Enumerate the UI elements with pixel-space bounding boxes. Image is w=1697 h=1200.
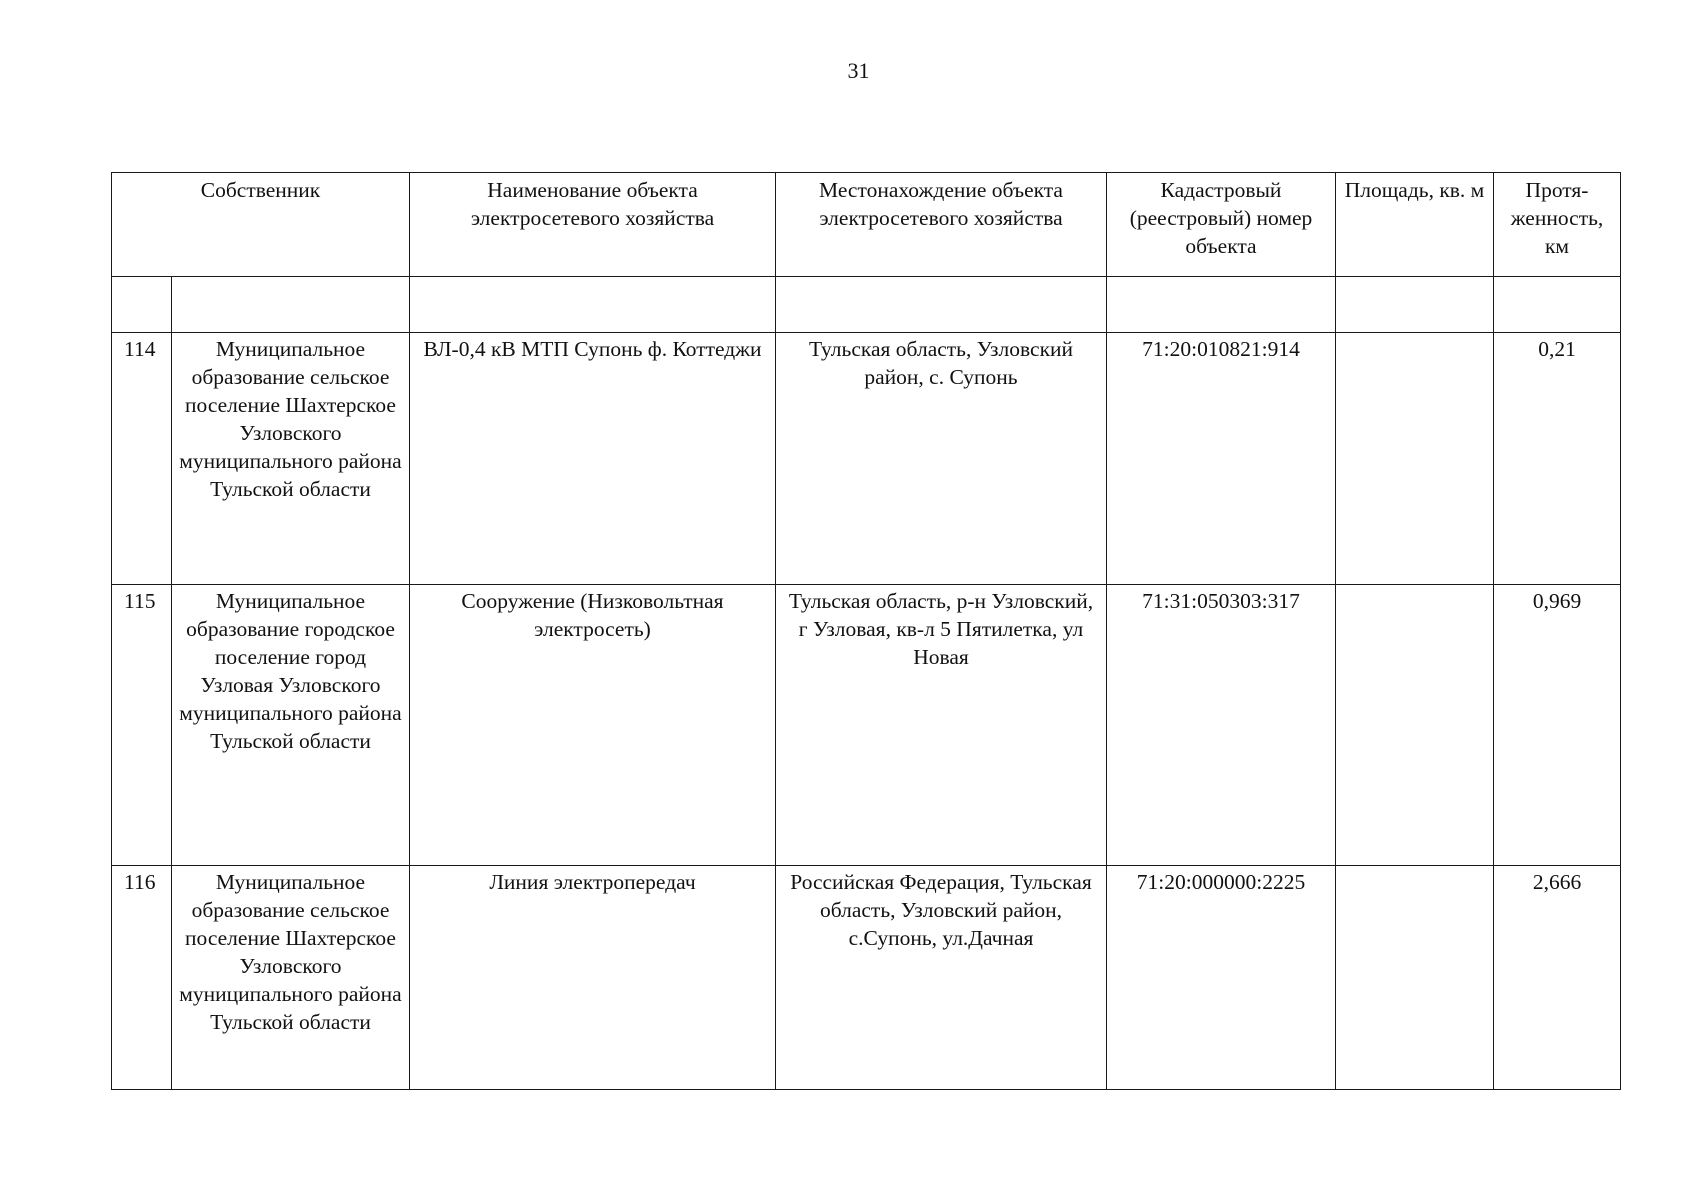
length-cell: 0,21 <box>1494 333 1621 585</box>
header-area: Площадь, кв. м <box>1336 173 1494 277</box>
owner-cell: Муниципальное образование сельское поселение Шахтерское Узловского муниципального района Тульской области <box>172 866 410 1090</box>
spacer-cell <box>410 277 776 333</box>
spacer-cell <box>172 277 410 333</box>
spacer-cell <box>1494 277 1621 333</box>
header-object-name: Наименование объекта электросетевого хозяйства <box>410 173 776 277</box>
spacer-cell <box>1107 277 1336 333</box>
table-header-row <box>112 173 1621 277</box>
area-cell <box>1336 333 1494 585</box>
object-name-cell: ВЛ-0,4 кВ МТП Супонь ф. Коттеджи <box>410 333 776 585</box>
table-row <box>112 333 1621 585</box>
owner-cell: Муниципальное образование сельское поселение Шахтерское Узловского муниципального района Тульской области <box>172 333 410 585</box>
row-number: 115 <box>112 585 172 866</box>
object-name-cell: Сооружение (Низковольтная электросеть) <box>410 585 776 866</box>
spacer-cell <box>112 277 172 333</box>
cadastral-number-cell: 71:31:050303:317 <box>1107 585 1336 866</box>
area-cell <box>1336 585 1494 866</box>
spacer-cell <box>1336 277 1494 333</box>
owner-cell: Муниципальное образование городское поселение город Узловая Узловского муниципального района Тульской области <box>172 585 410 866</box>
location-cell: Тульская область, Узловский район, с. Супонь <box>776 333 1107 585</box>
header-length: Протя-женность, км <box>1494 173 1621 277</box>
cadastral-number-cell: 71:20:000000:2225 <box>1107 866 1336 1090</box>
row-number: 116 <box>112 866 172 1090</box>
table-row <box>112 585 1621 866</box>
length-cell: 0,969 <box>1494 585 1621 866</box>
table-row <box>112 866 1621 1090</box>
header-location: Местонахождение объекта электросетевого хозяйства <box>776 173 1107 277</box>
registry-table <box>111 172 1621 1090</box>
header-cadastral-number: Кадастровый (реестровый) номер объекта <box>1107 173 1336 277</box>
length-cell: 2,666 <box>1494 866 1621 1090</box>
page-number: 31 <box>847 58 870 83</box>
row-number: 114 <box>112 333 172 585</box>
table-spacer-row <box>112 277 1621 333</box>
cadastral-number-cell: 71:20:010821:914 <box>1107 333 1336 585</box>
location-cell: Российская Федерация, Тульская область, Узловский район, с.Супонь, ул.Дачная <box>776 866 1107 1090</box>
location-cell: Тульская область, р-н Узловский, г Узловая, кв-л 5 Пятилетка, ул Новая <box>776 585 1107 866</box>
area-cell <box>1336 866 1494 1090</box>
header-owner: Собственник <box>112 173 410 277</box>
spacer-cell <box>776 277 1107 333</box>
object-name-cell: Линия электропередач <box>410 866 776 1090</box>
